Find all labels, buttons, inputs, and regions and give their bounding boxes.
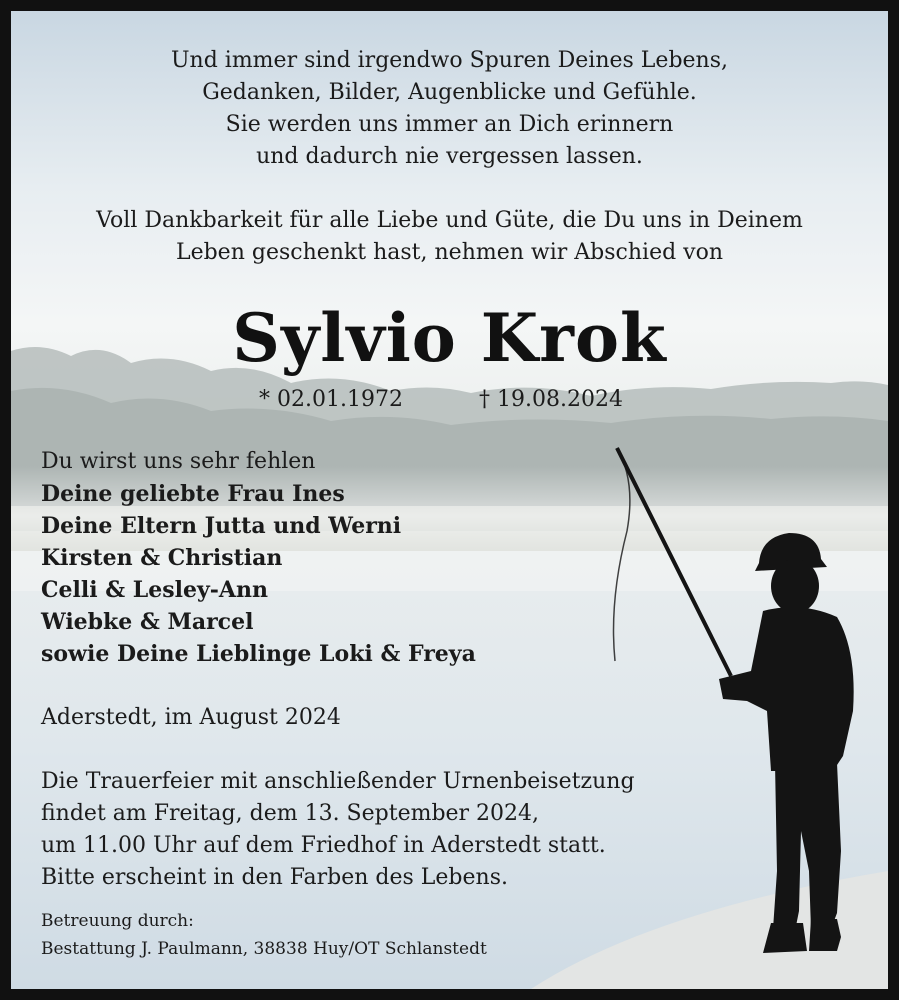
ceremony-line: Die Trauerfeier mit anschließender Urnenbeisetzung bbox=[41, 769, 635, 794]
poem-line: und dadurch nie vergessen lassen. bbox=[256, 144, 643, 169]
mourner-line: Deine Eltern Jutta und Werni bbox=[41, 513, 402, 539]
ceremony-line: um 11.00 Uhr auf dem Friedhof in Aderstedt statt. bbox=[41, 833, 606, 858]
deceased-name: Sylvio Krok bbox=[232, 299, 667, 377]
ceremony-line: Bitte erscheint in den Farben des Lebens. bbox=[41, 865, 508, 890]
care-company: Bestattung J. Paulmann, 38838 Huy/OT Schlanstedt bbox=[41, 939, 487, 959]
intro-line: Leben geschenkt hast, nehmen wir Abschied von bbox=[175, 240, 724, 265]
intro-line: Voll Dankbarkeit für alle Liebe und Güte, die Du uns in Deinem bbox=[96, 208, 803, 233]
death-date: † 19.08.2024 bbox=[479, 387, 623, 412]
place-date: Aderstedt, im August 2024 bbox=[41, 705, 341, 730]
mourner-line: Wiebke & Marcel bbox=[41, 609, 254, 635]
miss-line: Du wirst uns sehr fehlen bbox=[41, 449, 316, 474]
care-label: Betreuung durch: bbox=[41, 911, 194, 931]
birth-date: * 02.01.1972 bbox=[259, 387, 403, 412]
poem-line: Gedanken, Bilder, Augenblicke und Gefühle. bbox=[202, 80, 697, 105]
mourner-line: Kirsten & Christian bbox=[41, 545, 283, 571]
mourner-line: Celli & Lesley-Ann bbox=[41, 577, 268, 603]
poem-line: Und immer sind irgendwo Spuren Deines Lebens, bbox=[171, 48, 728, 73]
ceremony-line: findet am Freitag, dem 13. September 2024, bbox=[41, 801, 540, 826]
mourner-line: Deine geliebte Frau Ines bbox=[41, 481, 345, 507]
poem-line: Sie werden uns immer an Dich erinnern bbox=[225, 112, 674, 137]
mourner-line: sowie Deine Lieblinge Loki & Freya bbox=[41, 641, 476, 667]
